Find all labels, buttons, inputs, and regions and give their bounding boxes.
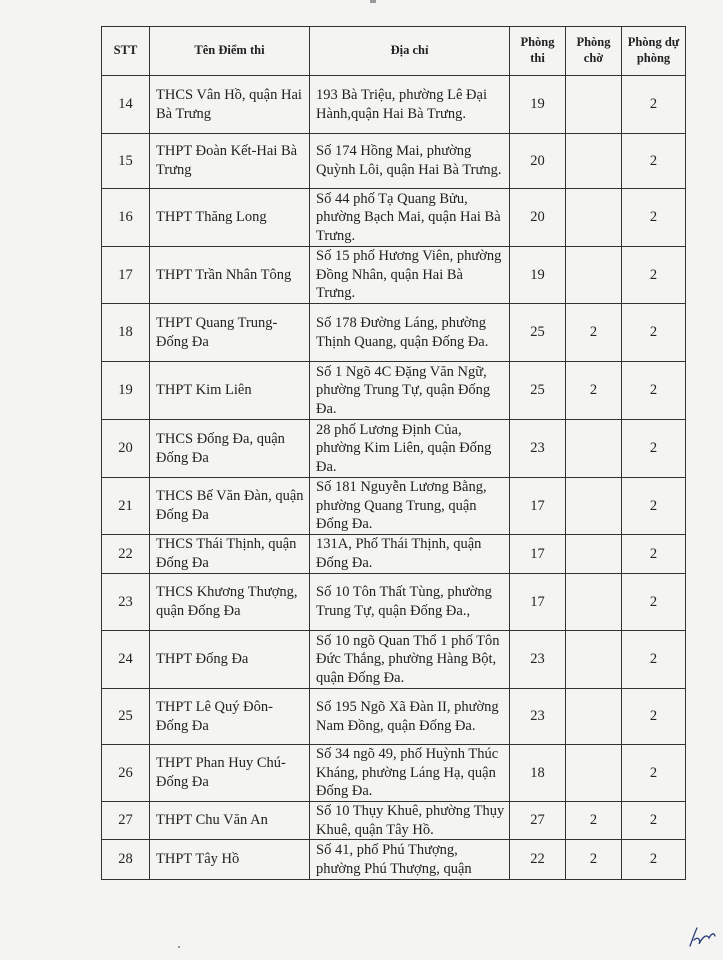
- cell-phong-thi: 20: [510, 134, 566, 189]
- cell-phong-du-phong: 2: [622, 134, 686, 189]
- cell-ten-diem-thi: THPT Tây Hồ: [150, 840, 310, 880]
- cell-ten-diem-thi: THCS Bế Văn Đàn, quận Đống Đa: [150, 478, 310, 535]
- cell-dia-chi: Số 181 Nguyễn Lương Bằng, phường Quang Trung, quận Đống Đa.: [310, 478, 510, 535]
- table-row: [102, 745, 686, 802]
- table-row: [102, 420, 686, 478]
- cell-dia-chi: Số 10 Thụy Khuê, phường Thụy Khuê, quận Tây Hồ.: [310, 802, 510, 840]
- cell-phong-cho: [566, 189, 622, 247]
- cell-stt: 21: [102, 478, 150, 535]
- cell-dia-chi: Số 195 Ngõ Xã Đàn II, phường Nam Đồng, quận Đống Đa.: [310, 689, 510, 745]
- table-row: [102, 574, 686, 631]
- table-row: [102, 76, 686, 134]
- table-row: [102, 247, 686, 304]
- scan-dot: [178, 946, 180, 948]
- table-row: [102, 535, 686, 574]
- cell-phong-du-phong: 2: [622, 420, 686, 478]
- cell-stt: 26: [102, 745, 150, 802]
- cell-dia-chi: Số 174 Hồng Mai, phường Quỳnh Lôi, quận Hai Bà Trưng.: [310, 134, 510, 189]
- cell-phong-thi: 22: [510, 840, 566, 880]
- cell-phong-du-phong: 2: [622, 840, 686, 880]
- exam-sites-table: [101, 26, 686, 880]
- cell-phong-cho: [566, 574, 622, 631]
- cell-phong-du-phong: 2: [622, 362, 686, 420]
- cell-ten-diem-thi: THCS Đống Đa, quận Đống Đa: [150, 420, 310, 478]
- header-phong-du-phong: Phòng dự phòng: [622, 27, 686, 76]
- cell-dia-chi: Số 10 ngõ Quan Thổ 1 phố Tôn Đức Thắng, phường Hàng Bột, quận Đống Đa.: [310, 631, 510, 689]
- cell-phong-thi: 18: [510, 745, 566, 802]
- cell-phong-cho: 2: [566, 840, 622, 880]
- cell-ten-diem-thi: THPT Chu Văn An: [150, 802, 310, 840]
- cell-phong-du-phong: 2: [622, 802, 686, 840]
- table-row: [102, 802, 686, 840]
- cell-dia-chi: 28 phố Lương Định Của, phường Kim Liên, quận Đống Đa.: [310, 420, 510, 478]
- cell-phong-cho: 2: [566, 362, 622, 420]
- table-row: [102, 840, 686, 880]
- cell-ten-diem-thi: THPT Kim Liên: [150, 362, 310, 420]
- cell-ten-diem-thi: THCS Thái Thịnh, quận Đống Đa: [150, 535, 310, 574]
- header-ten-diem-thi: Tên Điểm thi: [150, 27, 310, 76]
- cell-stt: 24: [102, 631, 150, 689]
- cell-dia-chi: Số 41, phố Phú Thượng, phường Phú Thượng, quận: [310, 840, 510, 880]
- cell-dia-chi: 193 Bà Triệu, phường Lê Đại Hành,quận Hai Bà Trưng.: [310, 76, 510, 134]
- cell-dia-chi: Số 15 phố Hương Viên, phường Đồng Nhân, quận Hai Bà Trưng.: [310, 247, 510, 304]
- cell-phong-cho: [566, 478, 622, 535]
- page-top-mark: [370, 0, 376, 3]
- cell-phong-du-phong: 2: [622, 304, 686, 362]
- cell-phong-du-phong: 2: [622, 247, 686, 304]
- signature-mark: [687, 924, 717, 950]
- cell-phong-du-phong: 2: [622, 745, 686, 802]
- table-row: [102, 189, 686, 247]
- table-row: [102, 362, 686, 420]
- cell-phong-thi: 19: [510, 247, 566, 304]
- cell-stt: 28: [102, 840, 150, 880]
- cell-phong-cho: [566, 420, 622, 478]
- cell-phong-cho: 2: [566, 802, 622, 840]
- cell-phong-thi: 23: [510, 689, 566, 745]
- cell-phong-cho: 2: [566, 304, 622, 362]
- cell-phong-du-phong: 2: [622, 189, 686, 247]
- table-row: [102, 631, 686, 689]
- header-stt: STT: [102, 27, 150, 76]
- cell-stt: 25: [102, 689, 150, 745]
- cell-phong-cho: [566, 134, 622, 189]
- cell-dia-chi: Số 34 ngõ 49, phố Huỳnh Thúc Kháng, phường Láng Hạ, quận Đống Đa.: [310, 745, 510, 802]
- cell-ten-diem-thi: THCS Khương Thượng, quận Đống Đa: [150, 574, 310, 631]
- cell-stt: 16: [102, 189, 150, 247]
- cell-phong-thi: 23: [510, 420, 566, 478]
- header-phong-thi: Phòng thi: [510, 27, 566, 76]
- table-header-row: [102, 27, 686, 76]
- table-row: [102, 134, 686, 189]
- cell-phong-thi: 17: [510, 535, 566, 574]
- cell-phong-cho: [566, 631, 622, 689]
- cell-phong-du-phong: 2: [622, 535, 686, 574]
- cell-phong-du-phong: 2: [622, 478, 686, 535]
- cell-dia-chi: Số 178 Đường Láng, phường Thịnh Quang, quận Đống Đa.: [310, 304, 510, 362]
- cell-phong-thi: 19: [510, 76, 566, 134]
- cell-phong-cho: [566, 745, 622, 802]
- cell-dia-chi: Số 44 phố Tạ Quang Bửu, phường Bạch Mai, quận Hai Bà Trưng.: [310, 189, 510, 247]
- cell-phong-cho: [566, 76, 622, 134]
- cell-stt: 17: [102, 247, 150, 304]
- table-row: [102, 478, 686, 535]
- header-phong-cho: Phòng chờ: [566, 27, 622, 76]
- cell-stt: 22: [102, 535, 150, 574]
- cell-phong-cho: [566, 689, 622, 745]
- cell-phong-thi: 25: [510, 362, 566, 420]
- cell-ten-diem-thi: THPT Đoàn Kết-Hai Bà Trưng: [150, 134, 310, 189]
- header-dia-chi: Địa chỉ: [310, 27, 510, 76]
- cell-dia-chi: Số 1 Ngõ 4C Đặng Văn Ngữ, phường Trung Tự, quận Đống Đa.: [310, 362, 510, 420]
- cell-phong-thi: 17: [510, 478, 566, 535]
- cell-phong-cho: [566, 247, 622, 304]
- cell-phong-cho: [566, 535, 622, 574]
- cell-ten-diem-thi: THPT Quang Trung-Đống Đa: [150, 304, 310, 362]
- cell-phong-thi: 27: [510, 802, 566, 840]
- cell-stt: 27: [102, 802, 150, 840]
- cell-ten-diem-thi: THCS Vân Hồ, quận Hai Bà Trưng: [150, 76, 310, 134]
- cell-stt: 14: [102, 76, 150, 134]
- cell-ten-diem-thi: THPT Trần Nhân Tông: [150, 247, 310, 304]
- cell-stt: 23: [102, 574, 150, 631]
- table-row: [102, 304, 686, 362]
- cell-dia-chi: 131A, Phố Thái Thịnh, quận Đống Đa.: [310, 535, 510, 574]
- cell-phong-du-phong: 2: [622, 76, 686, 134]
- cell-phong-du-phong: 2: [622, 574, 686, 631]
- cell-phong-thi: 17: [510, 574, 566, 631]
- cell-stt: 15: [102, 134, 150, 189]
- cell-ten-diem-thi: THPT Đống Đa: [150, 631, 310, 689]
- cell-phong-du-phong: 2: [622, 631, 686, 689]
- cell-phong-thi: 25: [510, 304, 566, 362]
- cell-ten-diem-thi: THPT Lê Quý Đôn-Đống Đa: [150, 689, 310, 745]
- cell-stt: 19: [102, 362, 150, 420]
- cell-phong-thi: 23: [510, 631, 566, 689]
- cell-dia-chi: Số 10 Tôn Thất Tùng, phường Trung Tự, quận Đống Đa.,: [310, 574, 510, 631]
- cell-ten-diem-thi: THPT Phan Huy Chú-Đống Đa: [150, 745, 310, 802]
- cell-stt: 18: [102, 304, 150, 362]
- cell-stt: 20: [102, 420, 150, 478]
- cell-ten-diem-thi: THPT Thăng Long: [150, 189, 310, 247]
- table-row: [102, 689, 686, 745]
- cell-phong-thi: 20: [510, 189, 566, 247]
- cell-phong-du-phong: 2: [622, 689, 686, 745]
